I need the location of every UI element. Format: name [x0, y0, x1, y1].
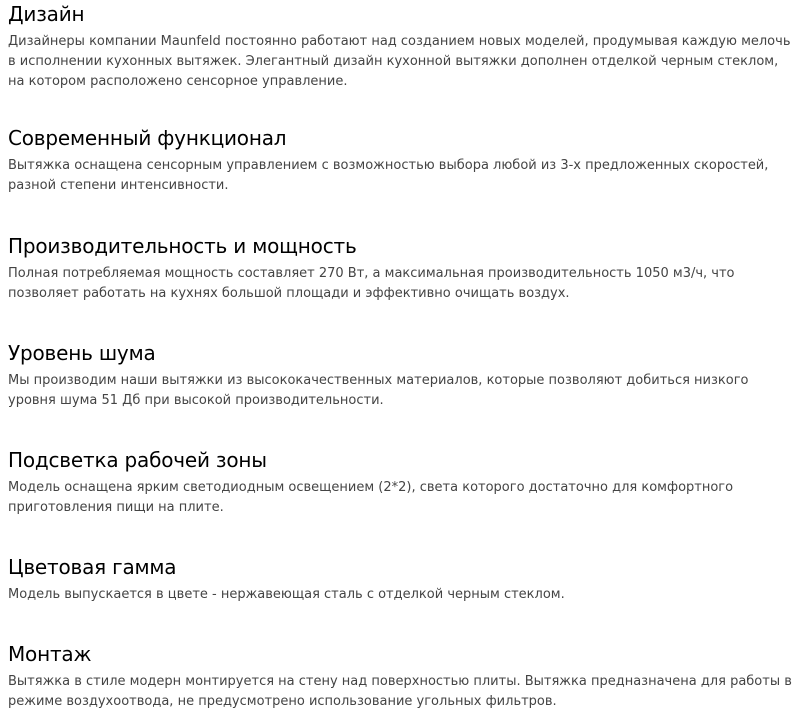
- section-text: Модель выпускается в цвете - нержавеющая сталь с отделкой черным стеклом.: [8, 587, 565, 602]
- section-performance: [8, 233, 798, 304]
- section-title: Цветовая гамма: [8, 555, 177, 579]
- section-title: Современный функционал: [8, 126, 287, 150]
- section-text: Полная потребляемая мощность составляет 270 Вт, а максимальная производительность 1050 м3/ч, что позволяет работать на кухнях большой площади и эффективно очищать воздух.: [8, 266, 735, 301]
- section-title: Уровень шума: [8, 341, 156, 365]
- section-title: Монтаж: [8, 642, 92, 666]
- section-installation: [8, 641, 798, 712]
- section-title: Дизайн: [8, 2, 85, 26]
- section-text: Модель оснащена ярким светодиодным освещением (2*2), света которого достаточно для комфортного приготовления пищи на плите.: [8, 480, 734, 515]
- section-noise: [8, 340, 798, 411]
- section-lighting: [8, 447, 798, 518]
- section-title: Подсветка рабочей зоны: [8, 448, 267, 472]
- section-color: [8, 554, 798, 605]
- section-functionality: [8, 125, 798, 196]
- section-text: Вытяжка в стиле модерн монтируется на стену над поверхностью плиты. Вытяжка предназначена для работы в режиме воздухоотвода, не предусмотрено использование угольных фильтров.: [8, 674, 792, 709]
- section-title: Производительность и мощность: [8, 234, 357, 258]
- section-design: [8, 1, 798, 92]
- section-text: Вытяжка оснащена сенсорным управлением с возможностью выбора любой из 3-х предложенных скоростей, разной степени интенсивности.: [8, 158, 769, 193]
- section-text: Дизайнеры компании Maunfeld постоянно работают над созданием новых моделей, продумывая каждую мелочь в исполнении кухонных вытяжек. Элегантный дизайн кухонной вытяжки дополнен отделкой черным стеклом, на котором расположено сенсорное управление.: [8, 34, 791, 89]
- section-text: Мы производим наши вытяжки из высококачественных материалов, которые позволяют добиться низкого уровня шума 51 Дб при высокой производительности.: [8, 373, 749, 408]
